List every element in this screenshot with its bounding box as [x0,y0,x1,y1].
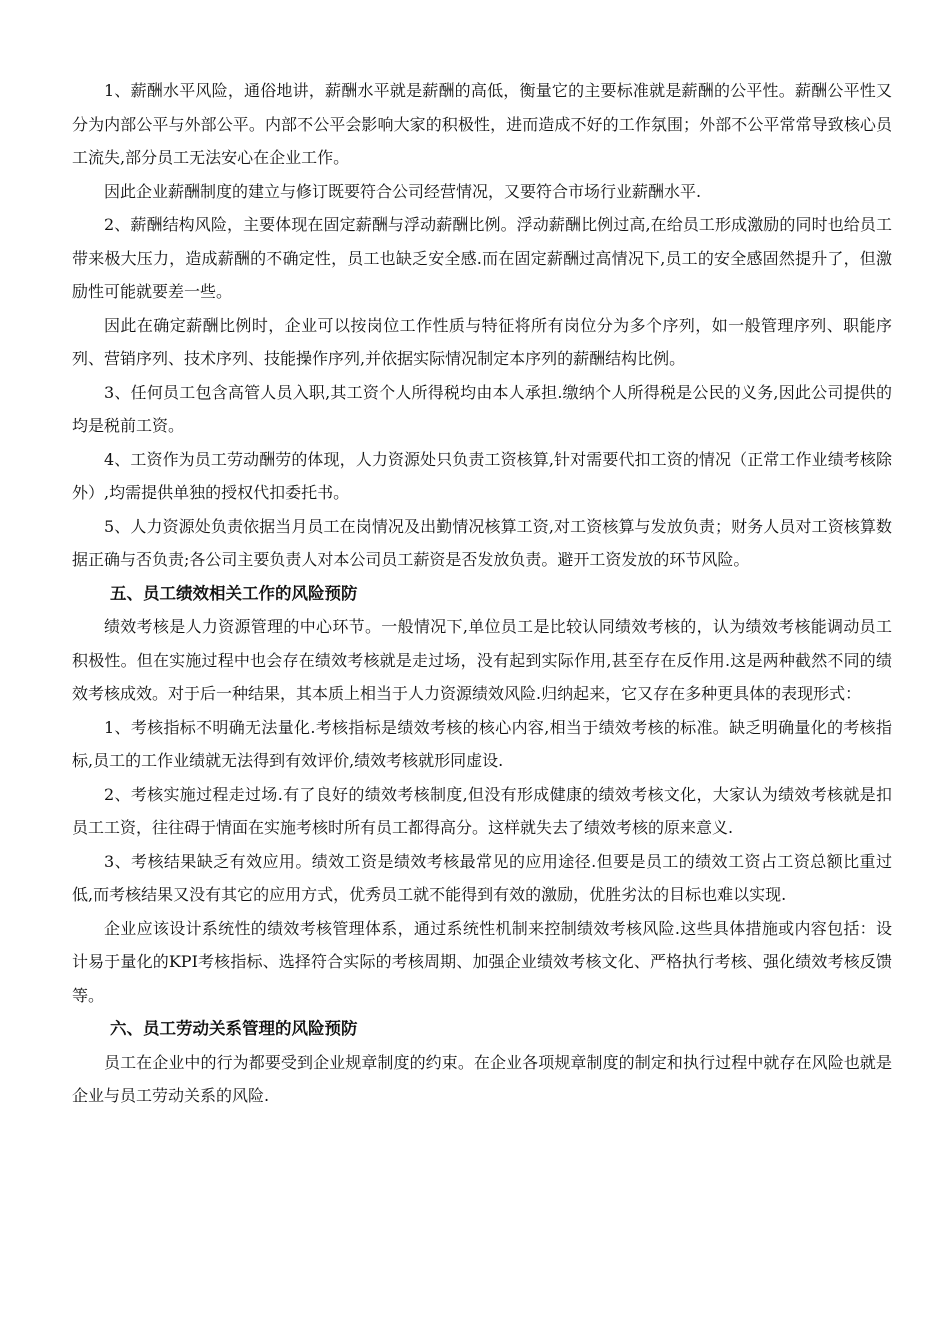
paragraph-salary-structure-risk: 2、薪酬结构风险，主要体现在固定薪酬与浮动薪酬比例。浮动薪酬比例过高,在给员工形成激励的同时也给员工带来极大压力，造成薪酬的不确定性，员工也缺乏安全感.而在固定薪酬过高情况下,员工的安全感固然提升了，但激励性可能就要差一些。 [72,215,892,301]
paragraph-salary-system: 因此企业薪酬制度的建立与修订既要符合公司经营情况，又要符合市场行业薪酬水平. [104,181,702,201]
paragraph-result-application: 3、考核结果缺乏有效应用。绩效工资是绩效考核最常见的应用途径.但要是员工的绩效工资占工资总额比重过低,而考核结果又没有其它的应用方式，优秀员工就不能得到有效的激励，优胜劣汰的目标也难以实现. [72,851,892,904]
paragraph-labor-relations: 员工在企业中的行为都要受到企业规章制度的约束。在企业各项规章制度的制定和执行过程中就存在风险也就是企业与员工劳动关系的风险. [72,1052,892,1105]
paragraph-salary-level-risk: 1、薪酬水平风险，通俗地讲，薪酬水平就是薪酬的高低，衡量它的主要标准就是薪酬的公平性。薪酬公平性又分为内部公平与外部公平。内部不公平会影响大家的积极性，进而造成不好的工作氛围；外部不公平常常导致核心员工流失,部分员工无法安心在企业工作。 [72,81,892,167]
paragraph-formality: 2、考核实施过程走过场.有了良好的绩效考核制度,但没有形成健康的绩效考核文化，大家认为绩效考核就是扣员工工资，往往碍于情面在实施考核时所有员工都得高分。这样就失去了绩效考核的原来意义. [72,784,892,837]
document-page [72,74,892,1113]
paragraph-salary-ratio: 因此在确定薪酬比例时，企业可以按岗位工作性质与特征将所有岗位分为多个序列，如一般管理序列、职能序列、营销序列、技术序列、技能操作序列,并依据实际情况制定本序列的薪酬结构比例。 [72,315,892,368]
paragraph-indicator-unclear: 1、考核指标不明确无法量化.考核指标是绩效考核的核心内容,相当于绩效考核的标准。缺乏明确量化的考核指标,员工的工作业绩就无法得到有效评价,绩效考核就形同虚设. [72,717,892,770]
paragraph-wage-accounting: 5、人力资源处负责依据当月员工在岗情况及出勤情况核算工资,对工资核算与发放负责；财务人员对工资核算数据正确与否负责;各公司主要负责人对本公司员工薪资是否发放负责。避开工资发放的环节风险。 [72,516,892,569]
section-heading-labor-relations: 六、员工劳动关系管理的风险预防 [110,1019,358,1038]
paragraph-performance-intro: 绩效考核是人力资源管理的中心环节。一般情况下,单位员工是比较认同绩效考核的，认为绩效考核能调动员工积极性。但在实施过程中也会存在绩效考核就是走过场，没有起到实际作用,甚至存在反作用.这是两种截然不同的绩效考核成效。对于后一种结果，其本质上相当于人力资源绩效风险.归纳起来，它又存在多种更具体的表现形式： [72,617,892,703]
paragraph-income-tax: 3、任何员工包含高管人员入职,其工资个人所得税均由本人承担.缴纳个人所得税是公民的义务,因此公司提供的均是税前工资。 [72,382,892,435]
paragraph-wage-deduction: 4、工资作为员工劳动酬劳的体现，人力资源处只负责工资核算,针对需要代扣工资的情况（正常工作业绩考核除外）,均需提供单独的授权代扣委托书。 [72,449,892,502]
paragraph-performance-system: 企业应该设计系统性的绩效考核管理体系，通过系统性机制来控制绩效考核风险.这些具体措施或内容包括：设计易于量化的KPI考核指标、选择符合实际的考核周期、加强企业绩效考核文化、严格执行考核、强化绩效考核反馈等。 [72,918,892,1005]
section-heading-performance: 五、员工绩效相关工作的风险预防 [110,583,358,603]
